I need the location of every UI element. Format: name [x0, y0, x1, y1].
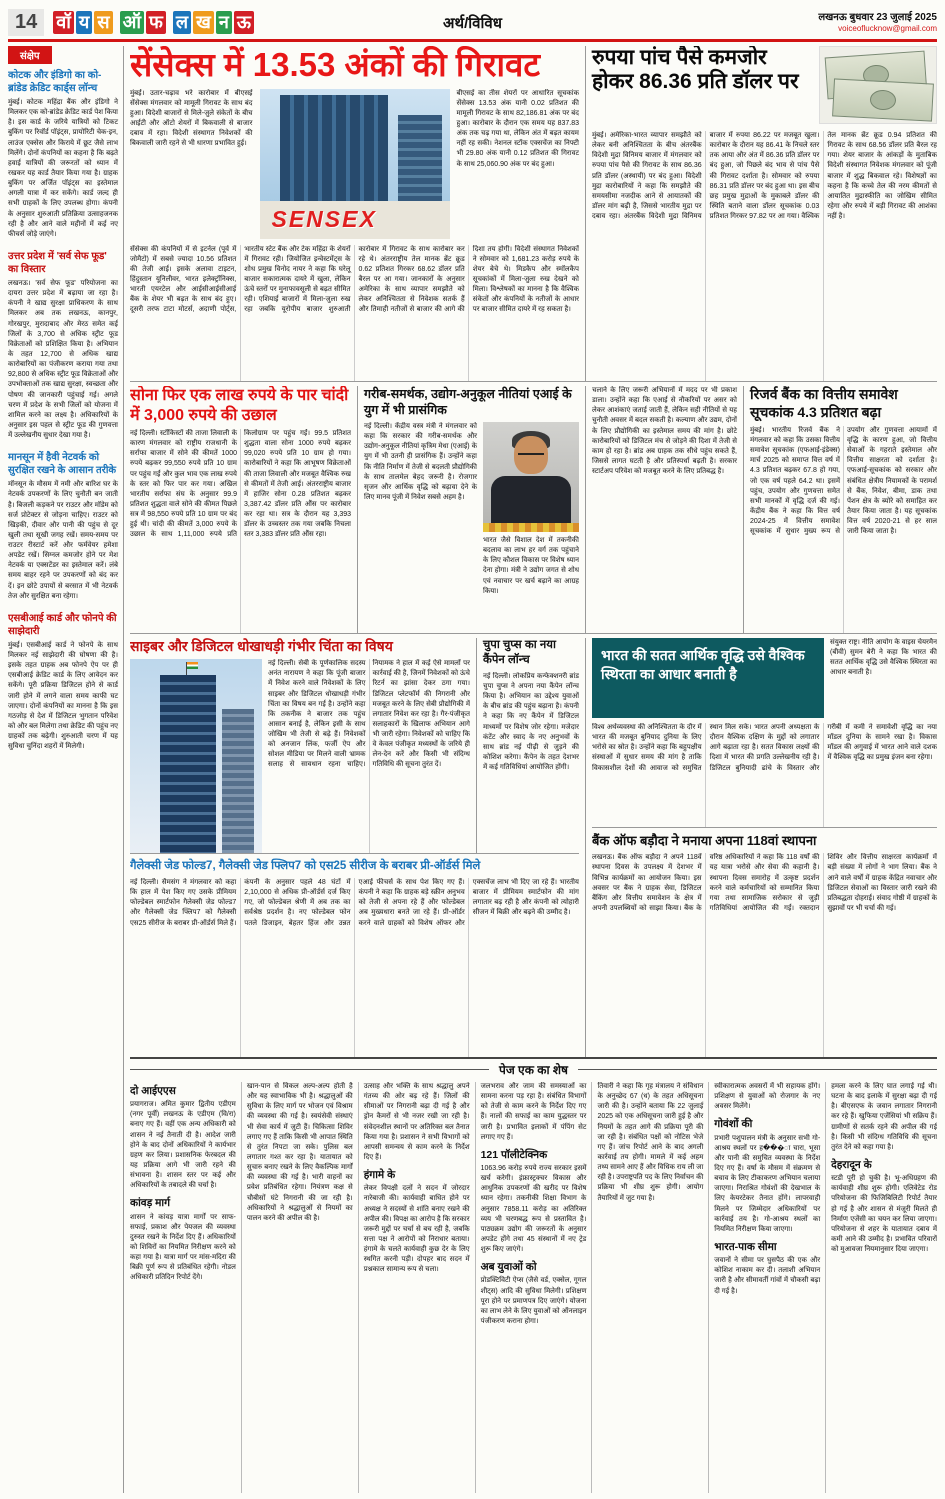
gold-headline: सोना फिर एक लाख रुपये के पार चांदी में 3,000 रुपये की उछाल: [130, 387, 349, 424]
dollar-bill: [832, 78, 934, 121]
segment-title: गोवंशों की: [714, 1118, 753, 1131]
building-shape-2: [398, 115, 442, 201]
rupee-body: मुंबई। अमेरिका-भारत व्यापार समझौते को लेकर बनी अनिश्चितता के बीच अंतरबैंक विदेशी मुद्रा विनिमय बाजार में मंगलवार को रुपया पांच पैसे की गिरावट के साथ 86.36 प्रति डॉलर (अस्थायी) पर बंद हुआ। विदेशी मुद्रा कारोबारियों ने कहा कि समझौते की समयसीमा नजदीक आने से आयातकों की डॉलर मांग बढ़ी है, जिससे भारतीय मुद्रा पर दबाव रहा। अंतरबैंक विदेशी मुद्रा विनिमय बाजार में रुपया 86.22 पर मजबूत खुला। कारोबार के दौरान यह 86.41 के निचले स्तर तक आया और अंत में 86.36 प्रति डॉलर पर बंद हुआ, जो पिछले बंद भाव से पांच पैसे की गिरावट दर्शाता है। सोमवार को रुपया 86.31 प्रति डॉलर पर बंद हुआ था। इस बीच छह प्रमुख मुद्राओं के मुकाबले डॉलर की स्थिति बताने वाला डॉलर सूचकांक 0.03 प्रतिशत गिरकर 97.82 पर आ गया। वैश्विक तेल मानक ब्रेंट क्रूड 0.94 प्रतिशत की गिरावट के साथ 68.56 डॉलर प्रति बैरल रह गया। शेयर बाजार के आंकड़ों के मुताबिक विदेशी संस्थागत निवेशक मंगलवार को पूंजी बाजार में शुद्ध बिकवाल रहे। विशेषज्ञों का कहना है कि कच्चे तेल की नरम कीमतों से आयातित मुद्रास्फीति का जोखिम सीमित रहेगा और रुपये में बड़ी गिरावट की आशंका नहीं है।: [592, 132, 937, 221]
cyber-chupa-row: [130, 638, 579, 854]
rupee-story: [586, 46, 937, 381]
segment-body: शासन ने कांवड़ यात्रा मार्गों पर साफ-सफाई, प्रकाश और पेयजल की व्यवस्था दुरुस्त रखने के निर्देश दिए हैं। अधिकारियों को शिविरों का नियमित निरीक्षण करने को कहा गया है। यात्रा मार्ग पर मांस-मदिरा की बिक्री पूर्ण रूप से प्रतिबंधित रहेगी। नोडल अधिकारी प्रतिदिन रिपोर्ट देंगे।: [130, 1213, 236, 1282]
sensex-story: [130, 46, 586, 381]
contact-email[interactable]: voiceoflucknow@gmail.com: [838, 23, 937, 33]
band-lower-right: [586, 638, 937, 1057]
minister-photo: [483, 422, 579, 532]
minister-story-continuation: चलाने के लिए जरूरी अभियानों में मदद पर भी प्रकाश डाला। उन्होंने कहा कि एआई से नौकरियों पर असर को लेकर आशंकाएं जताई जाती हैं, लेकिन सही नीतियों से यह चुनौती अवसर में बदल सकती है। कल्याण और उद्यम, दोनों के लिए प्रौद्योगिकी का इस्तेमाल समय की मांग है। छोटे कारोबारियों को डिजिटल मंच से जोड़ने की दिशा में तेजी से काम हो रहा है। ब्रांड अब ग्राहक तक सीधे पहुंच सकते हैं, जिससे लागत घटती है और प्रतिस्पर्धा बढ़ती है। सरकार स्टार्टअप परिवेश को मजबूत करने के लिए प्रतिबद्ध है।: [586, 386, 744, 633]
continued-segment: [714, 1082, 820, 1112]
segment-body: लेकर विपक्षी दलों ने सदन में जोरदार नारेबाजी की। कार्यवाही बाधित होने पर अध्यक्ष ने सदस्यों से शांति बनाए रखने की अपील की। विपक्ष का आरोप है कि सरकार जरूरी मुद्दों पर चर्चा से बच रही है, जबकि सत्ता पक्ष ने आरोपों को निराधार बताया। हंगामे के चलते कार्यवाही कुछ देर के लिए स्थगित करनी पड़ी। दोपहर बाद सदन में प्रश्नकाल सामान्य रूप से चला।: [363, 1185, 470, 1274]
continued-segment: [364, 1082, 470, 1163]
growth-headline: भारत की सतत आर्थिक वृद्धि उसे वैश्विक स्थिरता का आधार बनाती है: [592, 638, 824, 718]
growth-side-text: संयुक्त राष्ट्र। नीति आयोग के वाइस चेयरमैन (बीवी) सुमन बेरी ने कहा कि भारत की सतत आर्थिक वृद्धि उसे वैश्विक स्थिरता का आधार बनाती है।: [830, 639, 937, 677]
segment-body: स्वीकारात्मक अवसरों में भी सहायक होंगे। प्रशिक्षण से युवाओं को रोजगार के नए अवसर मिलेंगे।: [714, 1083, 821, 1111]
main-area: [124, 46, 937, 1493]
segment-title: कांवड़ मार्ग: [130, 1197, 171, 1210]
continued-section-header: [130, 1061, 937, 1078]
building-shape: [280, 95, 388, 201]
dateline-block: [818, 11, 937, 34]
tower-shape-2: [222, 709, 254, 853]
gold-story: [130, 386, 358, 633]
continued-segment: [831, 1082, 937, 1153]
continued-col-4: [476, 1082, 593, 1493]
segment-body: 1063.96 करोड़ रुपये राज्य सरकार इसमें खर्च करेगी। इंफ्रास्ट्रक्चर विकास और आधुनिक उपकरणों की खरीद पर विशेष ध्यान रहेगा। तकनीकी शिक्षा विभाग के अनुसार 7858.11 करोड़ का अतिरिक्त व्यय भी चरणबद्ध रूप से प्रस्तावित है। पाठ्यक्रम उद्योग की जरूरतों के अनुसार अपडेट होंगे तथा 45 संस्थानों में नए ट्रेड शुरू किए जाएंगे।: [480, 1164, 587, 1254]
sensex-building-photo: [260, 89, 450, 239]
continued-segment: [481, 1082, 587, 1143]
brief-body: मॉनसून के मौसम में नमी और बारिश घर के नेटवर्क उपकरणों के लिए चुनौती बन जाती है। बिजली कड़कने पर राउटर और मॉडेम को सर्ज प्रोटेक्टर से जोड़ना चाहिए। राउटर को खिड़की, दीवार और पानी की पहुंच से दूर खुली तथा सूखी जगह रखें। समय-समय पर राउटर रीस्टार्ट करें और फर्मवेयर हमेशा अपडेट रखें। सिग्नल कमजोर होने पर मेश नेटवर्क या एक्सटेंडर का इस्तेमाल करें। लंबे समय बाहर रहने पर उपकरणों को बंद कर दें। इन छोटे उपायों से बरसात में भी नेटवर्क तेज और सुरक्षित बना रहेगा।: [8, 481, 118, 600]
masthead: [8, 6, 937, 42]
chupa-body: नई दिल्ली। लोकप्रिय कन्फेक्शनरी ब्रांड चुपा चुप्स ने अपना नया कैंपेन लॉन्च किया है। अभियान का उद्देश्य युवाओं के बीच ब्रांड की पहुंच बढ़ाना है। कंपनी ने कहा कि नए कैंपेन में डिजिटल माध्यमों पर विशेष जोर रहेगा। मजेदार कंटेंट और स्वाद के नए अनुभवों के साथ ब्रांड नई पीढ़ी से जुड़ने की कोशिश करेगा। कैंपेन के तहत देशभर में कई गतिविधियां आयोजित होंगी।: [483, 672, 579, 772]
segment-title: हंगामे के: [363, 1169, 396, 1182]
continued-segment: [130, 1197, 236, 1283]
segment-title: अब युवाओं को: [480, 1261, 537, 1274]
segment-title: भारत-पाक सीमा: [714, 1240, 777, 1253]
continued-segment: [247, 1082, 353, 1224]
tower-shape: [160, 675, 216, 853]
sensex-lead: मुंबई। उतार-चढ़ाव भरे कारोबार में बीएसई सेंसेक्स मंगलवार को मामूली गिरावट के साथ बंद हुआ। विदेशी बाजारों से मिले-जुले संकेतों के बीच आईटी और ऑटो शेयरों में बिकवाली से बाजार दबाव में रहा। विदेशी संस्थागत निवेशकों की बिकवाली जारी रहने से भी धारणा प्रभावित हुई।: [130, 89, 253, 148]
continued-col-1: [130, 1082, 242, 1493]
continued-segment: [481, 1261, 587, 1327]
cyber-body: नई दिल्ली। सेबी के पूर्णकालिक सदस्य अनंत नारायण ने कहा कि पूंजी बाजार में निवेश करने वाले निवेशकों के लिए साइबर और डिजिटल धोखाधड़ी गंभीर चिंता का विषय बन गई है। उन्होंने कहा कि तकनीक ने बाजार तक पहुंच आसान बनाई है, लेकिन इसी के साथ जोखिम भी तेजी से बढ़े हैं। निवेशकों को अनजान लिंक, फर्जी ऐप और सोशल मीडिया पर मिलने वाली भ्रामक सलाह से सावधान रहना चाहिए। नियामक ने हाल में कई ऐसे मामलों पर कार्रवाई की है, जिनमें निवेशकों को ऊंचे रिटर्न का झांसा देकर ठगा गया। डिजिटल प्लेटफॉर्म की निगरानी और मजबूत करने के लिए सेबी प्रौद्योगिकी में लगातार निवेश कर रहा है। गैर-पंजीकृत सलाहकारों के खिलाफ अभियान आगे भी जारी रहेगा। निवेशकों को चाहिए कि वे केवल पंजीकृत मध्यस्थों के जरिये ही लेन-देन करें और किसी भी संदिग्ध गतिविधि की सूचना तुरंत दें।: [268, 660, 470, 769]
segment-body: तिवारी ने कहा कि गृह मंत्रालय ने संविधान के अनुच्छेद 67 (ध) के तहत अधिसूचना जारी की है। उन्होंने बताया कि 22 जुलाई 2025 को एक अधिसूचना जारी हुई है और नियमों के तहत आगे की प्रक्रिया पूरी की जा रही है। संबंधित पक्षों को नोटिस भेजे गए हैं। जांच रिपोर्ट आने के बाद अगली कार्रवाई तय होगी। मामले में कई अहम तथ्य सामने आए हैं और विधिक राय ली जा रही है। उपराष्ट्रपति पद के लिए निर्वाचन की प्रक्रिया भी शीघ्र शुरू होगी। आयोग तैयारियों में जुट गया है।: [597, 1083, 704, 1202]
segment-body: हमला करने के लिए घात लगाई गई थी। घटना के बाद इलाके में सुरक्षा बढ़ा दी गई है। बीएसएफ के जवान लगातार निगरानी कर रहे हैं। खुफिया एजेंसियां भी सक्रिय हैं। ग्रामीणों से सतर्क रहने की अपील की गई है। किसी भी संदिग्ध गतिविधि की सूचना तुरंत देने को कहा गया है।: [831, 1083, 937, 1151]
section-title: अर्थ/विविध: [443, 14, 502, 32]
page-content: [8, 42, 937, 1493]
gold-body: नई दिल्ली। स्टॉकिस्टों की ताजा लिवाली के कारण मंगलवार को राष्ट्रीय राजधानी के सर्राफा बाजार में सोने की कीमतें 1000 रुपये बढ़कर 99,550 रुपये प्रति 10 ग्राम पर पहुंच गईं और कुल भाव एक लाख रुपये के स्तर को फिर पार कर गया। अखिल भारतीय सर्राफा संघ के अनुसार 99.9 प्रतिशत शुद्धता वाले सोने की कीमत पिछले सत्र में 98,550 रुपये प्रति 10 ग्राम पर बंद हुई थी। चांदी की कीमतें 3,000 रुपये के उछाल के साथ 1,11,000 रुपये प्रति किलोग्राम पर पहुंच गईं। 99.5 प्रतिशत शुद्धता वाला सोना 1000 रुपये बढ़कर 99,020 रुपये प्रति 10 ग्राम हो गया। कारोबारियों ने कहा कि आभूषण विक्रेताओं की ताजा लिवाली और मजबूत वैश्विक रुख से कीमतों में तेजी आई। अंतरराष्ट्रीय बाजार में हाजिर सोना 0.28 प्रतिशत बढ़कर 3,387.42 डॉलर प्रति औंस पर कारोबार कर रहा था। सत्र के दौरान यह 3,393 डॉलर के उच्चस्तर तक गया जबकि निचला स्तर 3,383 डॉलर प्रति औंस रहा।: [130, 430, 351, 539]
continued-segment: [714, 1241, 820, 1297]
continued-columns: [130, 1082, 937, 1493]
continued-col-7: [826, 1082, 937, 1493]
rbi-body: मुंबई। भारतीय रिजर्व बैंक ने मंगलवार को कहा कि उसका वित्तीय समावेश सूचकांक (एफआई-इंडेक्स) मार्च 2025 को समाप्त वित्त वर्ष में 4.3 प्रतिशत बढ़कर 67.8 हो गया, जो एक वर्ष पहले 64.2 था। इसमें पहुंच, उपयोग और गुणवत्ता समेत सभी मानकों में वृद्धि दर्ज की गई। केंद्रीय बैंक ने कहा कि वित्त वर्ष 2024-25 में वित्तीय समावेश सूचकांक में सुधार मुख्य रूप से उपयोग और गुणवत्ता आयामों में वृद्धि के कारण हुआ, जो वित्तीय सेवाओं के गहराते इस्तेमाल और वित्तीय साक्षरता को दर्शाता है। एफआई-सूचकांक को सरकार और संबंधित क्षेत्रीय नियामकों के परामर्श से बैंक, निवेश, बीमा, डाक तथा पेंशन क्षेत्र के ब्योरे को समाहित कर तैयार किया जाता है। यह सूचकांक वित्त वर्ष 2020-21 से हर साल जारी किया जाता है।: [750, 426, 937, 536]
brief-story-kotak-indigo: [8, 69, 118, 240]
portrait-glasses: [518, 453, 544, 458]
segment-body: जवानों ने सीमा पर घुसपैठ की एक और कोशिश नाकाम कर दी। तलाशी अभियान जारी है और सीमावर्ती गांवों में चौकसी बढ़ा दी गई है।: [714, 1257, 821, 1295]
rupee-toprow: [592, 46, 937, 126]
band-top: [130, 46, 937, 382]
continued-section-title: पेज एक का शेष: [499, 1063, 568, 1077]
continued-segment: [831, 1159, 937, 1255]
brief-title: एसबीआई कार्ड और फोनपे की साझेदारी: [8, 612, 117, 637]
cyber-fraud-story: [130, 638, 477, 853]
brief-title: उत्तर प्रदेश में 'सर्व सेफ फूड' का विस्तार: [8, 250, 107, 275]
bob-body: लखनऊ। बैंक ऑफ बड़ौदा ने अपने 118वें स्थापना दिवस के उपलक्ष्य में देशभर में विभिन्न कार्यक्रमों का आयोजन किया। इस अवसर पर बैंक ने ग्राहक सेवा, डिजिटल बैंकिंग और वित्तीय समावेशन के क्षेत्र में अपनी उपलब्धियों को साझा किया। बैंक के वरिष्ठ अधिकारियों ने कहा कि 118 वर्षों की यह यात्रा भरोसे और सेवा की कहानी है। स्थापना दिवस समारोह में उत्कृष्ट प्रदर्शन करने वाले कर्मचारियों को सम्मानित किया गया तथा सामाजिक सरोकार से जुड़ी गतिविधियां आयोजित की गईं। रक्तदान शिविर और वित्तीय साक्षरता कार्यक्रमों में बड़ी संख्या में लोगों ने भाग लिया। बैंक ने आने वाले वर्षों में ग्राहक केंद्रित नवाचार और डिजिटल सेवाओं का विस्तार जारी रखने की प्रतिबद्धता दोहराई। संवाद गोष्ठी में ग्राहकों के सुझावों पर भी चर्चा की गई।: [592, 854, 937, 912]
brief-body: मुंबई। एसबीआई कार्ड ने फोनपे के साथ मिलकर नई साझेदारी की घोषणा की है। इसके तहत ग्राहक अब फोनपे ऐप पर ही एसबीआई क्रेडिट कार्ड के लिए आवेदन कर सकेंगे। पूरी प्रक्रिया डिजिटल होने से कार्ड जारी होने में लगने वाला समय काफी घट जाएगा। दोनों कंपनियों का मानना है कि इस गठजोड़ से देश में डिजिटल भुगतान परिवेश को और बल मिलेगा तथा क्रेडिट की पहुंच नए ग्राहकों तक बढ़ेगी। शुरुआती चरण में यह सुविधा चुनिंदा शहरों में मिलेगी।: [8, 641, 118, 751]
rbi-headline: रिजर्व बैंक का वित्तीय समावेश सूचकांक 4.3 प्रतिशत बढ़ा: [750, 386, 898, 420]
brief-story-sbi-phonepe: [8, 612, 118, 753]
page-number: 14: [8, 9, 44, 36]
briefs-column: [8, 46, 124, 1493]
sensex-beside-text: बीएसई का तीस शेयरों पर आधारित सूचकांक सेंसेक्स 13.53 अंक यानी 0.02 प्रतिशत की मामूली गिरावट के साथ 82,186.81 अंक पर बंद हुआ। कारोबार के दौरान एक समय यह 837.83 अंक तक चढ़ गया था, लेकिन अंत में बढ़त कायम नहीं रह सकी। नेशनल स्टॉक एक्सचेंज का निफ्टी भी 29.80 अंक यानी 0.12 प्रतिशत की गिरावट के साथ 25,060.90 अंक पर बंद हुआ।: [456, 89, 579, 168]
rbi-story: [744, 386, 937, 633]
sensex-headline: सेंसेक्स में 13.53 अंकों की गिरावट: [130, 46, 541, 83]
segment-body: उत्साह और भक्ति के साथ श्रद्धालु अपने गंतव्य की ओर बढ़ रहे हैं। जिलों की सीमाओं पर निगरानी बढ़ा दी गई है और ड्रोन कैमरों से भी नजर रखी जा रही है। संवेदनशील स्थानों पर अतिरिक्त बल तैनात किया गया है। प्रशासन ने सभी विभागों को आपसी समन्वय से काम करने के निर्देश दिए हैं।: [363, 1083, 470, 1161]
sebi-building-photo: [130, 659, 262, 853]
galaxy-body: नई दिल्ली। सैमसंग ने मंगलवार को कहा कि हाल में पेश किए गए उसके प्रीमियम फोल्डेबल स्मार्टफोन गैलेक्सी जेड फोल्ड7 और गैलेक्सी जेड फ्लिप7 को गैलेक्सी एस25 सीरीज के बराबर प्री-ऑर्डर्स मिले हैं। कंपनी के अनुसार पहले 48 घंटों में 2,10,000 से अधिक प्री-ऑर्डर्स दर्ज किए गए, जो फोल्डेबल श्रेणी में अब तक का सर्वश्रेष्ठ प्रदर्शन है। नए फोल्डेबल फोन पतले डिजाइन, बेहतर हिंज और उन्नत एआई फीचर्स के साथ पेश किए गए हैं। कंपनी ने कहा कि ग्राहक बड़े स्क्रीन अनुभव को तेजी से अपना रहे हैं और फोल्डेबल अब मुख्यधारा बनते जा रहे हैं। प्री-ऑर्डर करने वाले ग्राहकों को विशेष ऑफर और एक्सचेंज लाभ भी दिए जा रहे हैं। भारतीय बाजार में प्रीमियम स्मार्टफोन की मांग लगातार बढ़ रही है और कंपनी को त्योहारी सीजन में बिक्री और बढ़ने की उम्मीद है।: [130, 878, 579, 927]
brief-body: मुंबई। कोटक महिंद्रा बैंक और इंडिगो ने मिलकर एक को-ब्रांडेड क्रेडिट कार्ड पेश किया है। इस कार्ड के जरिये यात्रियों को टिकट बुकिंग पर रिवॉर्ड पॉइंट्स, प्रायोरिटी चेक-इन, लाउंज एक्सेस और किराये में छूट जैसे लाभ मिलेंगे। दोनों कंपनियों का कहना है कि बढ़ते हवाई यात्रियों की जरूरतों को ध्यान में रखकर यह कार्ड तैयार किया गया है। ग्राहक बुकिंग पर अर्जित पॉइंट्स का इस्तेमाल अगली यात्रा में कर सकेंगे। कार्ड जल्द ही सभी ग्राहकों के लिए उपलब्ध होगा। कंपनी के अनुसार शुरुआती प्रतिक्रिया उत्साहजनक रही है और आने वाले महीनों में कई नए फीचर्स जोड़े जाएंगे।: [8, 99, 118, 238]
brief-title: कोटक और इंडिगो का को-ब्रांडेड क्रेडिट कार्ड्स लॉन्च: [8, 70, 102, 94]
segment-title: देहरादून के: [831, 1158, 872, 1171]
brief-title: मानसून में हैवी नेटवर्क को सुरक्षित रखने के आसान तरीके: [8, 452, 117, 477]
brief-story-serve-safe-food: [8, 250, 118, 441]
india-growth-story: [592, 638, 937, 828]
date-line: लखनऊ बुधवार 23 जुलाई 2025: [818, 11, 937, 23]
continued-col-3: [359, 1082, 476, 1493]
briefs-label: संक्षेप: [8, 46, 52, 64]
minister-col-a: नई दिल्ली। केंद्रीय वस्त्र मंत्री ने मंगलवार को कहा कि सरकार की गरीब-समर्थक और उद्योग-अनुकूल नीतियां कृत्रिम मेधा (एआई) के युग में भी उतनी ही प्रासंगिक हैं। उन्होंने कहा कि नीति निर्माण में तेजी से बदलती प्रौद्योगिकी के साथ तालमेल बेहद जरूरी है। रोजगार सृजन और आर्थिक वृद्धि को बढ़ावा देने के लिए मानव पूंजी में निवेश सबसे अहम है।: [364, 423, 477, 501]
continued-col-2: [242, 1082, 359, 1493]
segment-body: प्रयागराज। अमित कुमार द्वितीय एडीएम (नगर पूर्वी) लखनऊ के एडीएम (वि/रा) बनाए गए हैं। वहीं एक अन्य अधिकारी को शासन ने नई तैनाती दी है। आदेश जारी होने के बाद दोनों अधिकारियों ने कार्यभार ग्रहण कर लिया। प्रशासनिक फेरबदल की यह प्रक्रिया आगे भी जारी रहने की संभावना है। शासन स्तर पर कई और अधिकारियों के तबादले की चर्चा है।: [130, 1101, 236, 1190]
segment-body: प्रोडक्टिविटी ऐप्स (जैसे वर्ड, एक्सेल, गूगल शीट्स) आदि की सुविधा मिलेगी। प्रशिक्षण पूरा होने पर प्रमाणपत्र दिए जाएंगे। योजना का लाभ लेने के लिए युवाओं को ऑनलाइन पंजीकरण कराना होगा।: [480, 1277, 587, 1325]
chupa-headline: चुपा चुप्स का नया कैंपेन लॉन्च: [483, 639, 556, 666]
segment-body: जलभराव और जाम की समस्याओं का सामना करना पड़ रहा है। संबंधित विभागों को तेजी से काम करने के निर्देश दिए गए हैं। नालों की सफाई का काम युद्धस्तर पर जारी है। प्रभावित इलाकों में पंपिंग सेट लगाए गए हैं।: [480, 1083, 587, 1141]
sensex-midrow: [130, 89, 579, 239]
chupa-chups-story: [477, 638, 579, 853]
bob-headline: बैंक ऑफ बड़ौदा ने मनाया अपना 118वां स्थापना: [592, 833, 817, 848]
galaxy-headline: गैलेक्सी जेड फोल्ड7, गैलेक्सी जेड फ्लिप7 को एस25 सीरीज के बराबर प्री-ऑर्डर्स मिले: [130, 860, 481, 872]
continued-segment: [597, 1082, 703, 1204]
segment-body: प्रभारी पशुपालन मंत्री के अनुसार सभी गो-आश्रय स्थलों पर ह���ा चारा, भूसा और पानी की समुचित व्यवस्था के निर्देश दिए गए हैं। वर्षा के मौसम में संक्रमण से बचाव के लिए टीकाकरण अभियान चलाया जाएगा। निराश्रित गोवंशों की देखभाल के लिए केयरटेकर तैनात होंगे। लापरवाही मिलने पर जिम्मेदार अधिकारियों पर कार्रवाई तय है। गो-आश्रय स्थलों का नियमित निरीक्षण किया जाएगा।: [714, 1134, 821, 1233]
continued-segment: [714, 1118, 820, 1235]
sensex-sign-text: SENSEX: [271, 205, 377, 232]
minister-col-b-text: भारत जैसे विशाल देश में तकनीकी बदलाव का लाभ हर वर्ग तक पहुंचाने के लिए कौशल विकास पर विशेष ध्यान देना होगा। मंत्री ने उद्योग जगत से शोध एवं नवाचार पर खर्च बढ़ाने का आग्रह किया।: [483, 537, 579, 595]
sensex-body: सेंसेक्स की कंपनियों में से इटर्नल (पूर्व में जोमैटो) में सबसे ज्यादा 10.56 प्रतिशत की तेजी आई। इसके अलावा टाइटन, हिंदुस्तान यूनिलीवर, भारत इलेक्ट्रॉनिक्स, भारती एयरटेल और आईसीआईसीआई बैंक के शेयर भी बढ़त के साथ बंद हुए। दूसरी तरफ टाटा मोटर्स, अदाणी पोर्ट्स, भारतीय स्टेट बैंक और टेक महिंद्रा के शेयरों में गिरावट रही। जियोजित इन्वेस्टमेंट्स के शोध प्रमुख विनोद नायर ने कहा कि घरेलू बाजार सकारात्मक दायरे में खुला, लेकिन ऊंचे स्तरों पर मुनाफावसूली से बढ़त सीमित रही। एशियाई बाजारों में मिला-जुला रुख रहा जबकि यूरोपीय बाजार शुरुआती कारोबार में गिरावट के साथ कारोबार कर रहे थे। अंतरराष्ट्रीय तेल मानक ब्रेंट क्रूड 0.62 प्रतिशत गिरकर 68.62 डॉलर प्रति बैरल पर आ गया। जानकारों के अनुसार अमेरिका के साथ व्यापार समझौते को लेकर अनिश्चितता से निवेशक सतर्क हैं और तिमाही नतीजों से बाजार की आगे की दिशा तय होगी। विदेशी संस्थागत निवेशकों ने सोमवार को 1,681.23 करोड़ रुपये के शेयर बेचे थे। मिडकैप और स्मॉलकैप सूचकांकों में मिला-जुला रुख देखने को मिला। विश्लेषकों का मानना है कि वैश्विक संकेतों और कंपनियों के नतीजों के आधार पर बाजार सीमित दायरे में रह सकता है।: [130, 245, 579, 314]
portrait-suit: [491, 476, 571, 524]
page-one-continued-section: [130, 1057, 937, 1493]
minister-headline: गरीब-समर्थक, उद्योग-अनुकूल नीतियां एआई के युग में भी प्रासंगिक: [364, 387, 572, 417]
brief-body: लखनऊ। 'सर्व सेफ फूड' परियोजना का दायरा उत्तर प्रदेश में बढ़ाया जा रहा है। कंपनी ने खाद्य सुरक्षा प्राधिकरण के साथ मिलकर अब तक लखनऊ, कानपुर, गोरखपुर, मुरादाबाद और मेरठ समेत कई जिलों के 3,700 से अधिक स्ट्रीट फूड विक्रेताओं को प्रशिक्षित किया है। अभियान के तहत 12,700 से अधिक खाद्य कारोबारियों का पंजीकरण कराया गया तथा 92,800 से अधिक स्ट्रीट फूड विक्रेताओं और उपभोक्ताओं तक खाद्य सुरक्षा, स्वच्छता और पोषण की जानकारी पहुंचाई गई। अगले चरण में प्रदेश के सभी जिलों को योजना में शामिल करने का लक्ष्य है। अधिकारियों के अनुसार इस पहल से स्ट्रीट फूड की गुणवत्ता में उल्लेखनीय सुधार देखा गया है।: [8, 279, 118, 440]
cyber-headline: साइबर और डिजिटल धोखाधड़ी गंभीर चिंता का विषय: [130, 638, 393, 654]
growth-body: विश्व अर्थव्यवस्था की अनिश्चितता के दौर में भारत की मजबूत बुनियाद दुनिया के लिए भरोसे का स्रोत है। उन्होंने कहा कि बहुपक्षीय संस्थाओं में सुधार समय की मांग है ताकि विकासशील देशों की आवाज को समुचित स्थान मिल सके। भारत अपनी अध्यक्षता के दौरान वैश्विक दक्षिण के मुद्दों को लगातार आगे बढ़ाता रहा है। सतत विकास लक्ष्यों की दिशा में भारत की प्रगति उल्लेखनीय रही है। डिजिटल बुनियादी ढांचे के विस्तार और गरीबी में कमी ने समावेशी वृद्धि का नया मॉडल दुनिया के सामने रखा है। विकास मॉडल की अगुवाई में भारत आने वाले दशक में वैश्विक वृद्धि का प्रमुख इंजन बना रहेगा।: [592, 724, 937, 772]
portrait-oval: [869, 89, 896, 110]
segment-body: खान-पान से विकल अल्प-अल्प होती है और यह स्वाभाविक भी है। श्रद्धालुओं की सुविधा के लिए मार्ग पर भोजन एवं विश्राम की व्यवस्था की गई है। स्वयंसेवी संस्थाएं भी सेवा कार्य में जुटी हैं। चिकित्सा शिविर लगाए गए हैं ताकि किसी भी आपात स्थिति से तुरंत निपटा जा सके। पुलिस बल लगातार गश्त कर रहा है। यातायात को सुचारु बनाए रखने के लिए वैकल्पिक मार्गों की व्यवस्था की गई है। भारी वाहनों का प्रवेश प्रतिबंधित रहेगा। नियंत्रण कक्ष से चौबीसों घंटे निगरानी की जा रही है। अधिकारियों ने श्रद्धालुओं से नियमों का पालन करने की अपील की है।: [246, 1083, 353, 1222]
continued-segment: [130, 1085, 236, 1191]
minister-story: [358, 386, 586, 633]
bank-of-baroda-story: [592, 828, 937, 1057]
cyber-row: [130, 659, 470, 853]
galaxy-story: [130, 854, 579, 1057]
india-flag-icon: [187, 662, 198, 669]
minister-col-b: [483, 422, 579, 633]
band-lower: [130, 634, 937, 1057]
continued-segment: [481, 1149, 587, 1255]
rupee-headline: रुपया पांच पैसे कमजोर होकर 86.36 प्रति डॉलर पर: [592, 46, 799, 94]
portrait-flowers: [483, 523, 579, 532]
paper-name-logo: वॉ य स ऑ फ ल ख न ऊ: [52, 11, 255, 35]
segment-title: 121 पॉलीटेक्निक: [480, 1148, 548, 1161]
band-middle: [130, 382, 937, 634]
growth-toprow: [592, 638, 937, 718]
continued-col-5: [592, 1082, 709, 1493]
band-lower-left: [130, 638, 586, 1057]
brief-story-monsoon-network: [8, 451, 118, 602]
minister-row: [364, 422, 579, 633]
dollar-bills-photo: [819, 46, 937, 124]
segment-title: दो आईएएस: [130, 1085, 176, 1097]
continued-segment: [364, 1169, 470, 1275]
continued-col-6: [709, 1082, 826, 1493]
segment-body: स्टडी पूरी हो चुकी है। भू-अधिग्रहण की कार्यवाही शीघ्र शुरू होगी। एलिवेटेड रोड परियोजना की फिजिबिलिटी रिपोर्ट तैयार हो गई है और शासन से मंजूरी मिलते ही निर्माण एजेंसी का चयन कर लिया जाएगा। परियोजना से शहर के यातायात दबाव में कमी आने की उम्मीद है। प्रभावित परिवारों को मुआवजा नियमानुसार दिया जाएगा।: [831, 1175, 937, 1254]
